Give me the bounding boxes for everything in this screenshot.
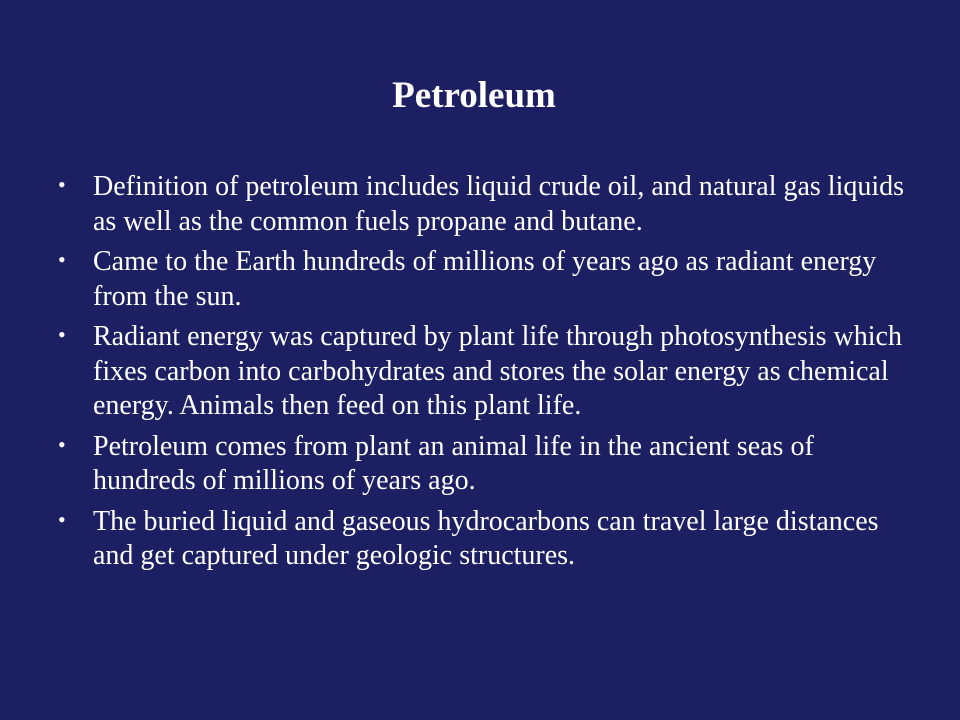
- bullet-text: Petroleum comes from plant an animal life in the ancient seas of hundreds of millions of years ago.: [93, 430, 814, 496]
- bullet-list: [58, 170, 918, 580]
- bullet-dot-icon: •: [58, 247, 66, 272]
- bullet-text: Came to the Earth hundreds of millions of years ago as radiant energy from the sun.: [93, 246, 877, 312]
- bullet-dot-icon: •: [58, 506, 66, 532]
- bullet-text: Definition of petroleum includes liquid crude oil, and natural gas liquids as well as the common fuels propane and butane.: [93, 171, 905, 237]
- bullet-text: Radiant energy was captured by plant life through photosynthesis which fixes carbon into carbohydrates and stores the solar energy as chemical energy. Animals then feed on this plant life.: [93, 321, 902, 421]
- bullet-dot-icon: •: [58, 172, 66, 197]
- bullet-dot-icon: •: [58, 431, 66, 457]
- bullet-text: The buried liquid and gaseous hydrocarbons can travel large distances and get captured under geologic structures.: [93, 505, 879, 571]
- bullet-item: [58, 170, 918, 239]
- bullet-item: [58, 430, 918, 499]
- slide-title: Petroleum: [392, 75, 556, 116]
- bullet-item: [58, 245, 918, 314]
- bullet-dot-icon: •: [58, 322, 66, 347]
- bullet-item: [58, 320, 918, 424]
- bullet-item: [58, 505, 918, 574]
